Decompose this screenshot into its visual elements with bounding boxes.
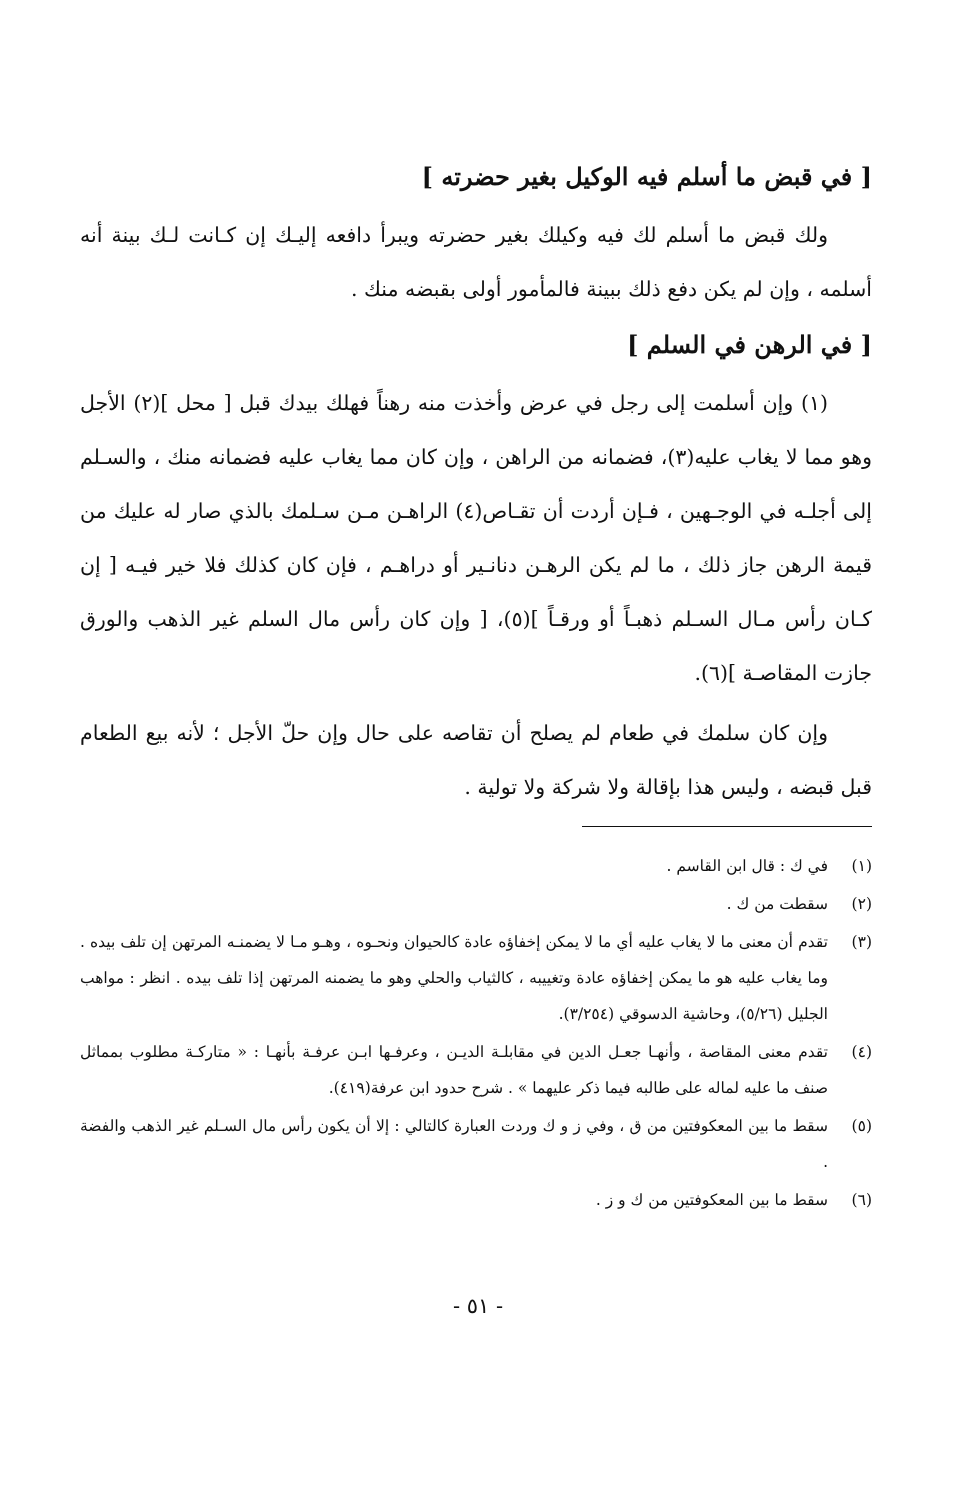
footnote-number: (١) [851, 857, 872, 875]
footnote [80, 1108, 872, 1180]
footnote-text: سقط ما بين المعكوفتين من ق ، وفي ز و ك وردت العبارة كالتالي : إلا أن يكون رأس مال السـلم غير الذهب والفضة . [80, 1117, 828, 1171]
footnote [80, 924, 872, 1032]
page-number: - ٥١ - [452, 1294, 504, 1318]
footnote-text: سقطت من ك . [726, 895, 828, 913]
paragraph-pledge-food: وإن كان سلمك في طعام لم يصلح أن تقاصه على حال وإن حلّ الأجل ؛ لأنه بيع الطعام قبل قبضه ، وليس هذا بإقالة ولا شركة ولا تولية . [80, 721, 872, 799]
footnote [80, 848, 872, 884]
footnote-text: تقدم معنى المقاصة ، وأنهـا جعـل الدين في مقابلـة الديـن ، وعرفـها ابـن عرفـة بأنهـا : « متاركـة مطلوب بمماثل صنف ما عليه لماله على طالبه فيما ذكر عليهما » . شرح حدود ابن عرفة(٤١٩). [80, 1043, 828, 1097]
footnote-number: (٣) [851, 933, 872, 951]
footnote [80, 1034, 872, 1106]
footnote-divider [582, 826, 872, 827]
paragraph-pledge-main: (١) وإن أسلمت إلى رجل في عرض وأخذت منه رهناً فهلك بيدك قبل [ محل ](٢) الأجل وهو مما لا يغاب عليه(٣)، فضمانه من الراهن ، وإن كان مما يغاب عليه فضمانه منك ، والسـلم إلى أجلـه في الوجـهين ، فـإن أردت أن تقـاص(٤) الراهـن مـن سـلمك بالذي صار له عليك من قيمة الرهن جاز ذلك ، ما لم يكن الرهـن دنانـير أو دراهـم ، فإن كان كذلك فلا خير فيـه [ إن كـان رأس مـال السـلم ذهبـاً أو ورقـاً ](٥)، [ وإن كان رأس مال السلم غير الذهب والورق جازت المقاصـة ](٦). [80, 391, 872, 685]
section-heading-agent-receipt: [ في قبض ما أسلم فيه الوكيل بغير حضرته ] [421, 162, 872, 191]
footnote-number: (٤) [851, 1043, 872, 1061]
footnote-number: (٥) [851, 1117, 872, 1135]
paragraph-agent-receipt: ولك قبض ما أسلم لك فيه وكيلك بغير حضرته ويبرأ دافعه إليـك إن كـانت لـك بينة أنه أسلمه ، وإن لم يكن دفع ذلك ببينة فالمأمور أولى بقبضه منك . [80, 223, 872, 301]
footnote-number: (٦) [851, 1191, 872, 1209]
section-heading-pledge: [ في الرهن في السلم ] [627, 330, 872, 359]
footnote [80, 1182, 872, 1218]
footnote-text: تقدم أن معنى ما لا يغاب عليه أي ما لا يمكن إخفاؤه عادة كالحيوان ونحـوه ، وهـو مـا لا يضمنـه المرتهن إن تلف بيده . وما يغاب عليه هو ما يمكن إخفاؤه عادة وتغييبه ، كالثياب والحلي وهو ما يضمنه المرتهن إذا تلف بيده . انظر : مواهب الجليل (٥/٢٦)، وحاشية الدسوقي (٣/٢٥٤). [80, 933, 828, 1023]
footnotes [80, 848, 872, 1220]
footnote [80, 886, 872, 922]
footnote-number: (٢) [851, 895, 872, 913]
main-text [80, 160, 872, 820]
footnote-text: في ك : قال ابن القاسم . [666, 857, 828, 875]
footnote-text: سقط ما بين المعكوفتين من ك و ز . [595, 1191, 828, 1209]
